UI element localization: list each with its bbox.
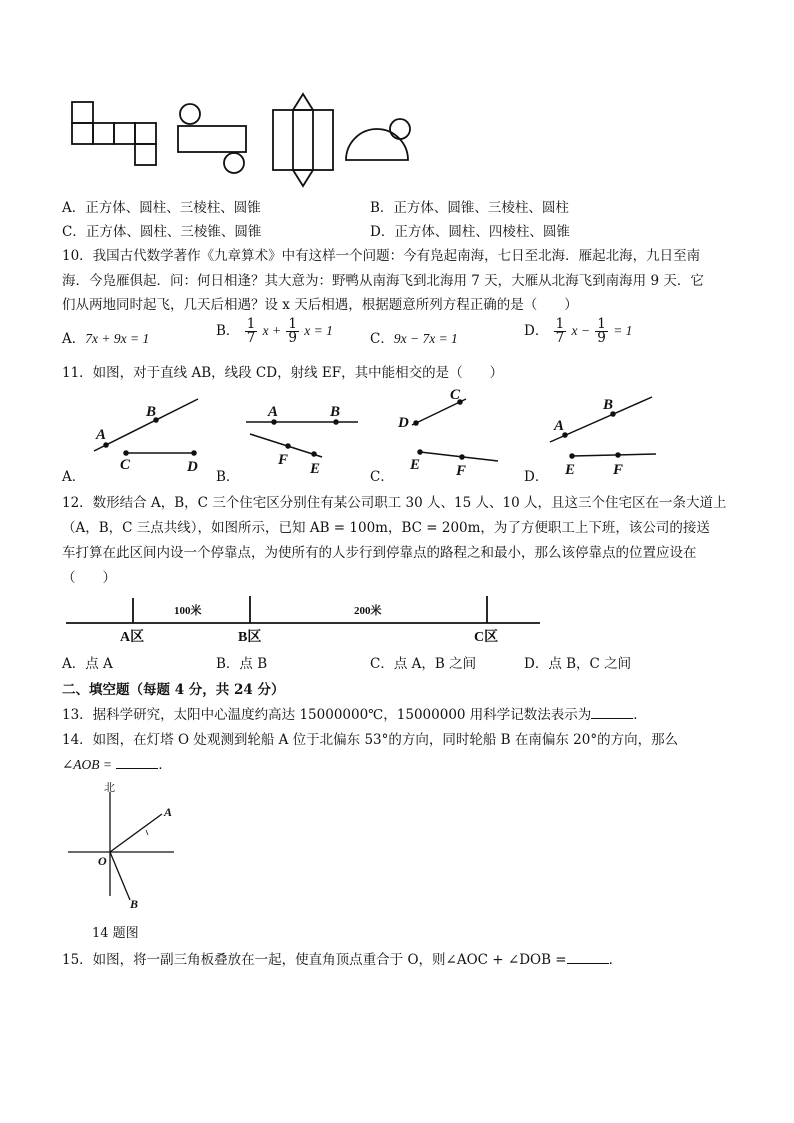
q12-stem-line4: （ ） xyxy=(62,570,116,586)
label-c: C xyxy=(450,387,461,403)
q10-option-b[interactable]: B． $\frac{1}{7}$ x + $\frac{1}{9}$ x = 1 xyxy=(216,316,333,346)
q11-figure-b xyxy=(246,404,358,477)
q12-stem-line2: （A，B，C 三点共线），如图所示，已知 AB = 100m，BC = 200m，为了方便职工上下班，该公司的接送 xyxy=(62,520,710,536)
q12-stem-line1: 12．数形结合 A，B，C 三个住宅区分别住有某公司职工 30 人、15 人、10 人，且这三个住宅区在一条大道上 xyxy=(62,495,727,511)
zone-b: B区 xyxy=(238,630,262,645)
q14-answer-blank[interactable] xyxy=(116,756,158,769)
label-d: D xyxy=(187,459,198,475)
cylinder-net xyxy=(178,104,246,173)
cone-net xyxy=(346,119,410,160)
distance-ab: 100米 xyxy=(174,605,202,617)
label-e: E xyxy=(310,461,321,477)
q11-figures xyxy=(60,385,740,485)
label-a: A xyxy=(268,404,279,420)
label-b: B xyxy=(146,404,157,420)
zone-a: A区 xyxy=(120,630,145,645)
q9-option-b[interactable]: B．正方体、圆锥、三棱柱、圆柱 xyxy=(370,200,569,216)
point-b: B xyxy=(130,897,139,911)
label-a: A xyxy=(96,427,107,443)
q10-stem-line3: 们从两地同时起飞，几天后相遇？设 x 天后相遇，根据题意所列方程正确的是（ ） xyxy=(62,297,578,313)
label-d: D xyxy=(398,415,409,431)
q14-caption: 14 题图 xyxy=(92,926,139,941)
q11-figure-a xyxy=(94,399,198,475)
label-b: B xyxy=(330,404,341,420)
point-o: O xyxy=(98,854,107,868)
label-a: A xyxy=(554,418,565,434)
label-f: F xyxy=(456,463,467,479)
q11-option-d[interactable]: D． xyxy=(524,469,549,485)
q9-option-a[interactable]: A．正方体、圆柱、三棱柱、圆锥 xyxy=(62,200,261,216)
q11-option-b[interactable]: B． xyxy=(216,469,240,485)
q12-option-c[interactable]: C．点 A，B 之间 xyxy=(370,656,477,672)
q12-option-a[interactable]: A．点 A xyxy=(62,656,113,672)
label-e: E xyxy=(410,457,421,473)
q9-option-c[interactable]: C．正方体、圆柱、三棱锥、圆锥 xyxy=(62,224,262,240)
q12-option-b[interactable]: B．点 B xyxy=(216,656,268,672)
q13-answer-blank[interactable] xyxy=(591,706,633,719)
q11-figure-d xyxy=(550,397,656,478)
q15-stem: 15．如图，将一副三角板叠放在一起，使直角顶点重合于 O，则∠AOC + ∠DOB = ． xyxy=(62,952,623,968)
prism-net xyxy=(273,94,333,186)
q11-option-c[interactable]: C． xyxy=(370,469,394,485)
q11-figure-c xyxy=(397,387,498,479)
point-a: A xyxy=(164,805,173,819)
q14-bearing-figure xyxy=(62,778,192,914)
q12-option-d[interactable]: D．点 B，C 之间 xyxy=(524,656,632,672)
label-e: E xyxy=(565,462,576,478)
label-b: B xyxy=(603,397,614,413)
q12-road-figure xyxy=(60,588,550,648)
q10-option-d[interactable]: D． $\frac{1}{7}$ x − $\frac{1}{9}$ = 1 xyxy=(524,316,633,346)
q9-nets-figure xyxy=(60,90,430,190)
label-f: F xyxy=(278,452,289,468)
q14-stem-line1: 14．如图，在灯塔 O 处观测到轮船 A 位于北偏东 53°的方向，同时轮船 B 在南偏东 20°的方向，那么 xyxy=(62,732,679,748)
section-heading: 二、填空题（每题 4 分，共 24 分） xyxy=(62,682,285,698)
q12-stem-line3: 车打算在此区间内设一个停靠点，为使所有的人步行到停靠点的路程之和最小，那么该停靠点的位置应设在 xyxy=(62,545,697,561)
q10-stem-line2: 海．今凫雁俱起．问：何日相逢？其大意为：野鸭从南海飞到北海用 7 天，大雁从北海飞到南海用 9 天．它 xyxy=(62,273,704,289)
q13-stem: 13．据科学研究，太阳中心温度约高达 15000000℃，15000000 用科学记数法表示为 ． xyxy=(62,707,647,723)
label-c: C xyxy=(120,457,131,473)
label-f: F xyxy=(613,462,624,478)
q10-stem-line1: 10．我国古代数学著作《九章算术》中有这样一个问题：今有凫起南海，七日至北海．雁起北海，九日至南 xyxy=(62,248,701,264)
north-label: 北 xyxy=(104,782,115,794)
q11-option-a[interactable]: A． xyxy=(62,469,86,485)
cube-net xyxy=(72,102,156,165)
q14-stem-line2: ∠AOB = ． xyxy=(62,757,172,773)
q10-option-a[interactable]: A．7x + 9x = 1 xyxy=(62,331,150,347)
q11-stem: 11．如图，对于直线 AB，线段 CD，射线 EF，其中能相交的是（ ） xyxy=(62,365,504,381)
q10-option-c[interactable]: C．9x − 7x = 1 xyxy=(370,331,458,347)
q15-answer-blank[interactable] xyxy=(567,951,609,964)
distance-bc: 200米 xyxy=(354,605,382,617)
q9-option-d[interactable]: D．正方体、圆柱、四棱柱、圆锥 xyxy=(370,224,570,240)
zone-c: C区 xyxy=(474,630,499,645)
